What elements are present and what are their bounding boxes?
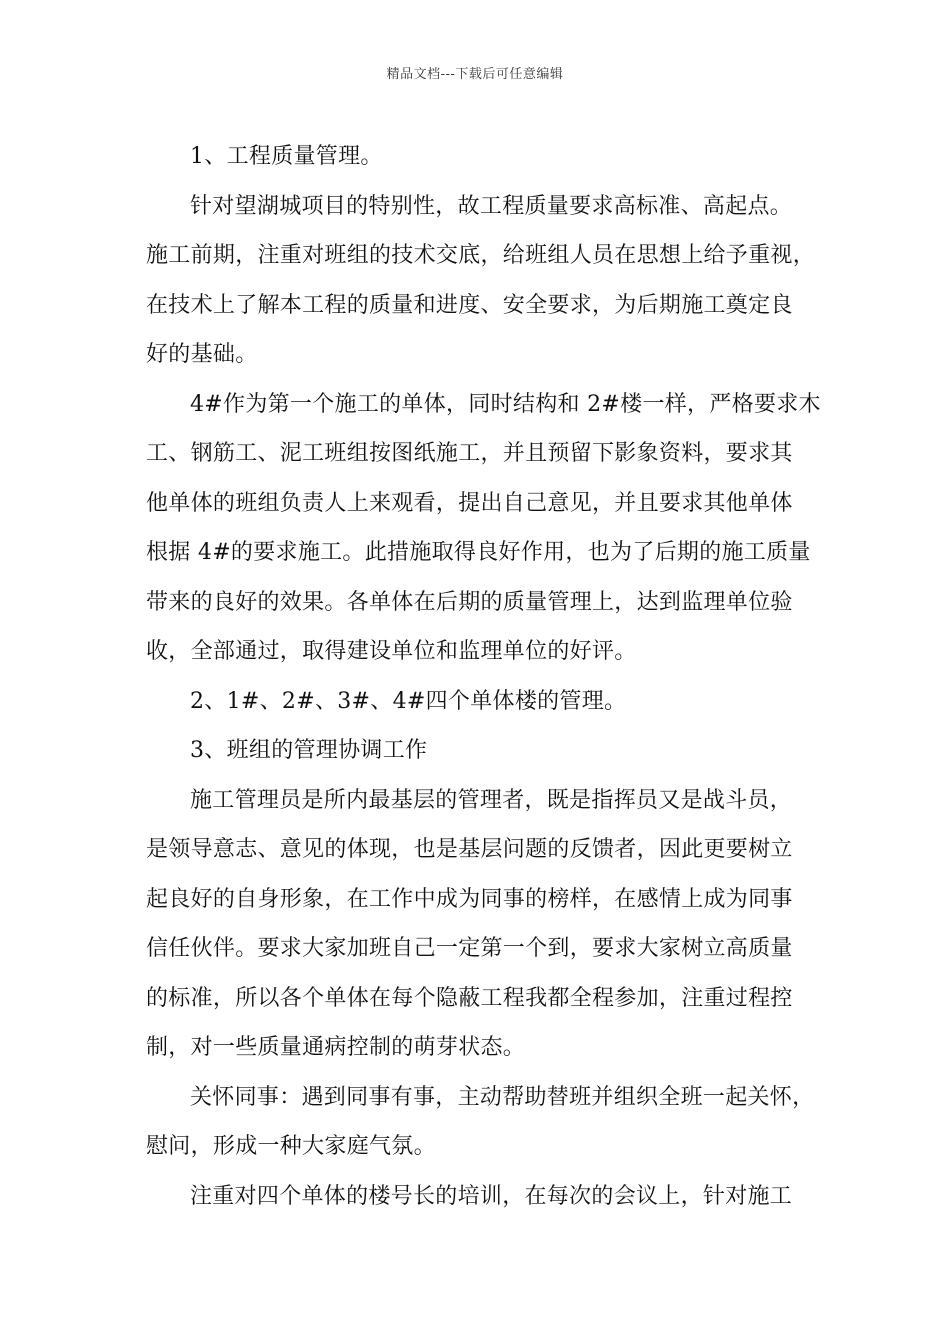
section-heading-quality: 1、工程质量管理。: [190, 144, 383, 169]
page-header: 精品文档---下载后可任意编辑: [386, 67, 564, 82]
paragraph-line: 工、钢筋工、泥工班组按图纸施工，并且预留下影象资料，要求其: [146, 441, 793, 466]
paragraph-line: 是领导意志、意见的体现，也是基层问题的反馈者，因此更要树立: [146, 837, 793, 862]
paragraph-line: 关怀同事：遇到同事有事，主动帮助替班并组织全班一起关怀，: [190, 1084, 815, 1110]
paragraph-line: 施工管理员是所内最基层的管理者，既是指挥员又是战斗员，: [190, 787, 793, 813]
paragraph-line: 注重对四个单体的楼号长的培训，在每次的会议上，针对施工: [190, 1183, 793, 1209]
section-heading-teams: 3、班组的管理协调工作: [190, 738, 428, 763]
paragraph-line: 信任伙伴。要求大家加班自己一定第一个到，要求大家树立高质量: [146, 936, 793, 961]
paragraph-line: 针对望湖城项目的特别性，故工程质量要求高标准、高起点。: [190, 193, 793, 219]
paragraph-line: 施工前期，注重对班组的技术交底，给班组人员在思想上给予重视，: [146, 243, 816, 268]
paragraph-line: 根据 4#的要求施工。此措施取得良好作用，也为了后期的施工质量: [146, 540, 811, 565]
section-heading-buildings: 2、1#、2#、3#、4#四个单体楼的管理。: [190, 688, 627, 714]
paragraph-line: 4#作为第一个施工的单体，同时结构和 2#楼一样，严格要求木: [190, 391, 821, 417]
paragraph-line: 他单体的班组负责人上来观看，提出自己意见，并且要求其他单体: [146, 490, 793, 516]
document-body: [146, 132, 821, 1221]
paragraph-line: 在技术上了解本工程的质量和进度、安全要求，为后期施工奠定良: [146, 292, 793, 318]
paragraph-line: 好的基础。: [146, 342, 258, 367]
paragraph-line: 起良好的自身形象，在工作中成为同事的榜样，在感情上成为同事: [146, 886, 793, 912]
paragraph-line: 收，全部通过，取得建设单位和监理单位的好评。: [146, 639, 637, 664]
paragraph-line: 带来的良好的效果。各单体在后期的质量管理上，达到监理单位验: [146, 589, 793, 615]
paragraph-line: 的标准，所以各个单体在每个隐蔽工程我都全程参加，注重过程控: [146, 985, 793, 1011]
paragraph-line: 制，对一些质量通病控制的萌芽状态。: [146, 1035, 526, 1060]
paragraph-line: 慰问，形成一种大家庭气氛。: [146, 1134, 436, 1159]
